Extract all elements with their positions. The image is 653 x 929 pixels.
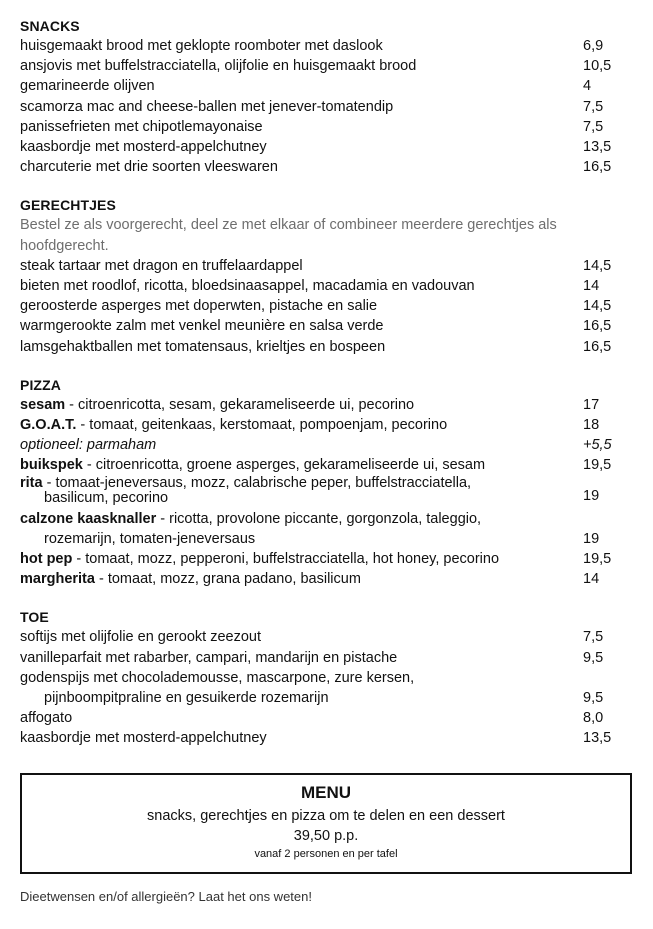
- item-price: 19: [583, 488, 600, 505]
- item-desc: charcuterie met drie soorten vleeswaren: [20, 159, 278, 176]
- pizza-name: hot pep: [20, 551, 73, 568]
- pizza-name: G.O.A.T.: [20, 417, 77, 434]
- section-gerechtjes: [20, 195, 632, 356]
- set-menu-description: snacks, gerechtjes en pizza om te delen en een dessert: [147, 808, 505, 824]
- item-price: 8,0: [583, 710, 604, 727]
- section-toe: [20, 607, 632, 748]
- pizza-desc: - tomaat, mozz, pepperoni, buffelstracciatella, hot honey, pecorino: [72, 551, 500, 568]
- item-desc: bieten met roodlof, ricotta, bloedsinaasappel, macadamia en vadouvan: [20, 278, 475, 295]
- pizza-name: calzone kaasknaller: [20, 510, 157, 527]
- pizza-item-hotpep: [20, 549, 632, 569]
- item-desc: kaasbordje met mosterd-appelchutney: [20, 139, 267, 156]
- pizza-name: margherita: [20, 571, 95, 588]
- item-desc: godenspijs met chocolademousse, mascarpone, zure kersen,: [20, 669, 415, 686]
- item-desc: lamsgehaktballen met tomatensaus, krieltjes en bospeen: [20, 338, 386, 355]
- item-price: 19: [583, 530, 600, 547]
- item-price: 7,5: [583, 98, 604, 115]
- pizza-desc: - tomaat, mozz, grana padano, basilicum: [94, 571, 361, 588]
- item-price: 14,5: [583, 298, 612, 315]
- item-desc: warmgerookte zalm met venkel meunière en salsa verde: [20, 318, 384, 335]
- menu-item: [20, 97, 632, 117]
- menu-item: [20, 157, 632, 177]
- item-price: 16,5: [583, 338, 612, 355]
- menu-item: [20, 117, 632, 137]
- item-desc: kaasbordje met mosterd-appelchutney: [20, 730, 267, 747]
- item-desc: huisgemaakt brood met geklopte roomboter met daslook: [20, 38, 383, 54]
- menu-page: [20, 16, 632, 767]
- menu-item: [20, 137, 632, 157]
- section-title-toe: TOE: [20, 609, 49, 626]
- pizza-desc-cont: rozemarijn, tomaten-jeneversaus: [44, 530, 256, 547]
- menu-item: [20, 296, 632, 316]
- menu-item: [20, 728, 632, 748]
- pizza-item-calzone: [20, 509, 632, 549]
- item-desc: vanilleparfait met rabarber, campari, mandarijn en pistache: [20, 649, 398, 666]
- item-price: 17: [583, 396, 600, 413]
- section-pizza: [20, 375, 632, 590]
- item-desc: softijs met olijfolie en gerookt zeezout: [20, 629, 261, 646]
- item-desc: steak tartaar met dragon en truffelaardappel: [20, 257, 303, 274]
- menu-item: [20, 627, 632, 647]
- item-price: 14: [583, 571, 600, 588]
- set-menu-box: [20, 773, 632, 874]
- pizza-item-sesam: [20, 395, 632, 415]
- pizza-item-margherita: [20, 569, 632, 589]
- item-price: 16,5: [583, 159, 612, 176]
- menu-item: [20, 648, 632, 668]
- pizza-item-rita: [20, 476, 632, 509]
- section-snacks: [20, 16, 632, 177]
- pizza-desc: - tomaat, geitenkaas, kerstomaat, pompoenjam, pecorino: [76, 417, 448, 434]
- item-price: 13,5: [583, 730, 612, 747]
- item-price: 13,5: [583, 139, 612, 156]
- item-price: 16,5: [583, 318, 612, 335]
- item-desc: ansjovis met buffelstracciatella, olijfolie en huisgemaakt brood: [20, 58, 417, 75]
- menu-item: [20, 337, 632, 357]
- section-note: Bestel ze als voorgerecht, deel ze met elkaar of combineer meerdere gerechtjes als hoofdgerecht.: [20, 217, 557, 254]
- pizza-name: sesam: [20, 396, 66, 413]
- pizza-desc: - citroenricotta, groene asperges, gekarameliseerde ui, sesam: [82, 457, 486, 474]
- item-price: 10,5: [583, 58, 612, 75]
- pizza-desc-cont: basilicum, pecorino: [44, 489, 169, 506]
- pizza-desc: - tomaat-jeneversaus, mozz, calabrische peper, buffelstracciatella,: [42, 474, 472, 491]
- set-menu-condition: vanaf 2 personen en per tafel: [254, 848, 398, 860]
- pizza-name: rita: [20, 474, 43, 491]
- menu-item: [20, 256, 632, 276]
- pizza-name: buikspek: [20, 457, 83, 474]
- menu-item: [20, 36, 632, 56]
- menu-item: [20, 708, 632, 728]
- pizza-option: [20, 435, 632, 455]
- item-price: 4: [583, 78, 592, 95]
- pizza-item-buikspek: [20, 455, 632, 475]
- section-title-pizza: PIZZA: [20, 376, 61, 393]
- item-price: 6,9: [583, 38, 604, 54]
- set-menu-price: 39,50 p.p.: [293, 828, 359, 844]
- item-desc: geroosterde asperges met doperwten, pistache en salie: [20, 298, 378, 315]
- item-desc: gemarineerde olijven: [20, 78, 155, 95]
- item-desc: scamorza mac and cheese-ballen met jenever-tomatendip: [20, 98, 394, 115]
- item-price: 9,5: [583, 690, 604, 707]
- item-price: 7,5: [583, 629, 604, 646]
- item-price: 19,5: [583, 457, 612, 474]
- option-price: +5,5: [583, 437, 612, 454]
- section-title-snacks: SNACKS: [20, 18, 80, 34]
- pizza-desc: - ricotta, provolone piccante, gorgonzola, taleggio,: [156, 510, 482, 527]
- menu-item: [20, 316, 632, 336]
- item-desc-cont: pijnboompitpraline en gesuikerde rozemarijn: [44, 690, 329, 707]
- item-price: 7,5: [583, 118, 604, 135]
- item-price: 19,5: [583, 551, 612, 568]
- item-price: 14: [583, 278, 600, 295]
- menu-item: [20, 76, 632, 96]
- menu-item: [20, 56, 632, 76]
- item-desc: panissefrieten met chipotlemayonaise: [20, 118, 263, 135]
- set-menu-title: MENU: [300, 783, 352, 802]
- option-desc: optioneel: parmaham: [20, 437, 157, 454]
- pizza-desc: - citroenricotta, sesam, gekarameliseerde ui, pecorino: [65, 396, 415, 413]
- item-price: 9,5: [583, 649, 604, 666]
- allergy-footer-note: Dieetwensen en/of allergieën? Laat het ons weten!: [20, 889, 312, 904]
- item-desc: affogato: [20, 710, 73, 727]
- section-title-gerechtjes: GERECHTJES: [20, 197, 116, 214]
- menu-item: [20, 276, 632, 296]
- pizza-item-goat: [20, 415, 632, 435]
- item-price: 14,5: [583, 257, 612, 274]
- item-price: 18: [583, 417, 600, 434]
- menu-item-godenspijs: [20, 668, 632, 708]
